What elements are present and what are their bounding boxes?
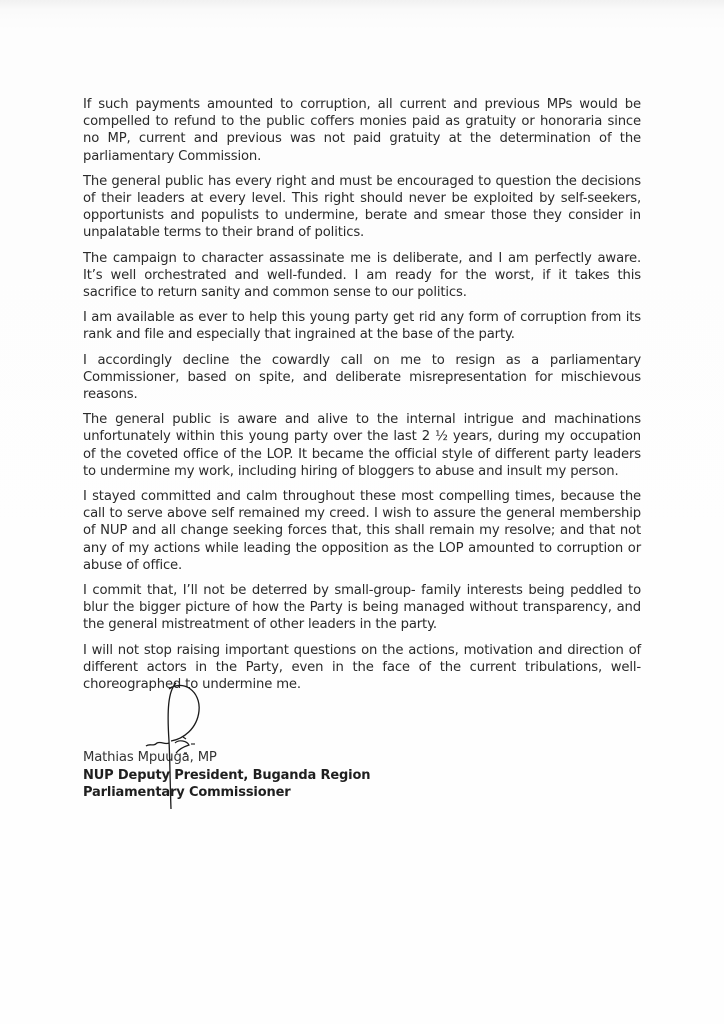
letter-body <box>83 96 641 801</box>
paragraph-commit: I commit that, I’ll not be deterred by small-group- family interests being peddled to blur the bigger picture of how the Party is being managed without transparency, and the general mistreatment of other leaders in the party. <box>83 583 641 633</box>
signatory-title-party: NUP Deputy President, Buganda Region <box>83 767 371 783</box>
paragraph-committed: I stayed committed and calm throughout these most compelling times, because the call to serve above self remained my creed. I wish to assure the general membership of NUP and all change seeking forces that, this shall remain my resolve; and that not any of my actions while leading the opposition as the LOP amounted to corruption or abuse of office. <box>83 489 641 573</box>
signatory-name: Mathias Mpuuga, MP <box>83 750 217 766</box>
signature-block <box>83 701 283 749</box>
paragraph-decline-resign: I accordingly decline the cowardly call on me to resign as a parliamentary Commissioner, based on spite, and deliberate misrepresentation for mischievous reasons. <box>83 352 641 403</box>
handwritten-signature-icon <box>83 681 203 811</box>
paragraph-public-right: The general public has every right and must be encouraged to question the decisions of their leaders at every level. This right should never be exploited by self-seekers, opportunists and populists to undermine, berate and smear those they consider in unpalatable terms to their brand of politics. <box>83 173 641 241</box>
paragraph-available: I am available as ever to help this young party get rid any form of corruption from its rank and file and especially that ingrained at the base of the party. <box>83 310 641 343</box>
signatory-title-commission: Parliamentary Commissioner <box>83 784 291 800</box>
paragraph-questions: I will not stop raising important questions on the actions, motivation and direction of different actors in the Party, even in the face of the current tribulations, well-choreographed to undermine me. <box>83 642 641 693</box>
paragraph-intrigue: The general public is aware and alive to the internal intrigue and machinations unfortunately within this young party over the last 2 ½ years, during my occupation of the coveted office of the LOP. It became the official style of different party leaders to undermine my work, including hiring of bloggers to abuse and insult my person. <box>83 412 641 479</box>
paragraph-gratuity: If such payments amounted to corruption, all current and previous MPs would be compelled to refund to the public coffers monies paid as gratuity or honoraria since no MP, current and previous was not paid gratuity at the determination of the parliamentary Commission. <box>83 97 641 164</box>
paragraph-campaign: The campaign to character assassinate me is deliberate, and I am perfectly aware. It’s well orchestrated and well-funded. I am ready for the worst, if it takes this sacrifice to return sanity and common sense to our politics. <box>83 250 641 301</box>
